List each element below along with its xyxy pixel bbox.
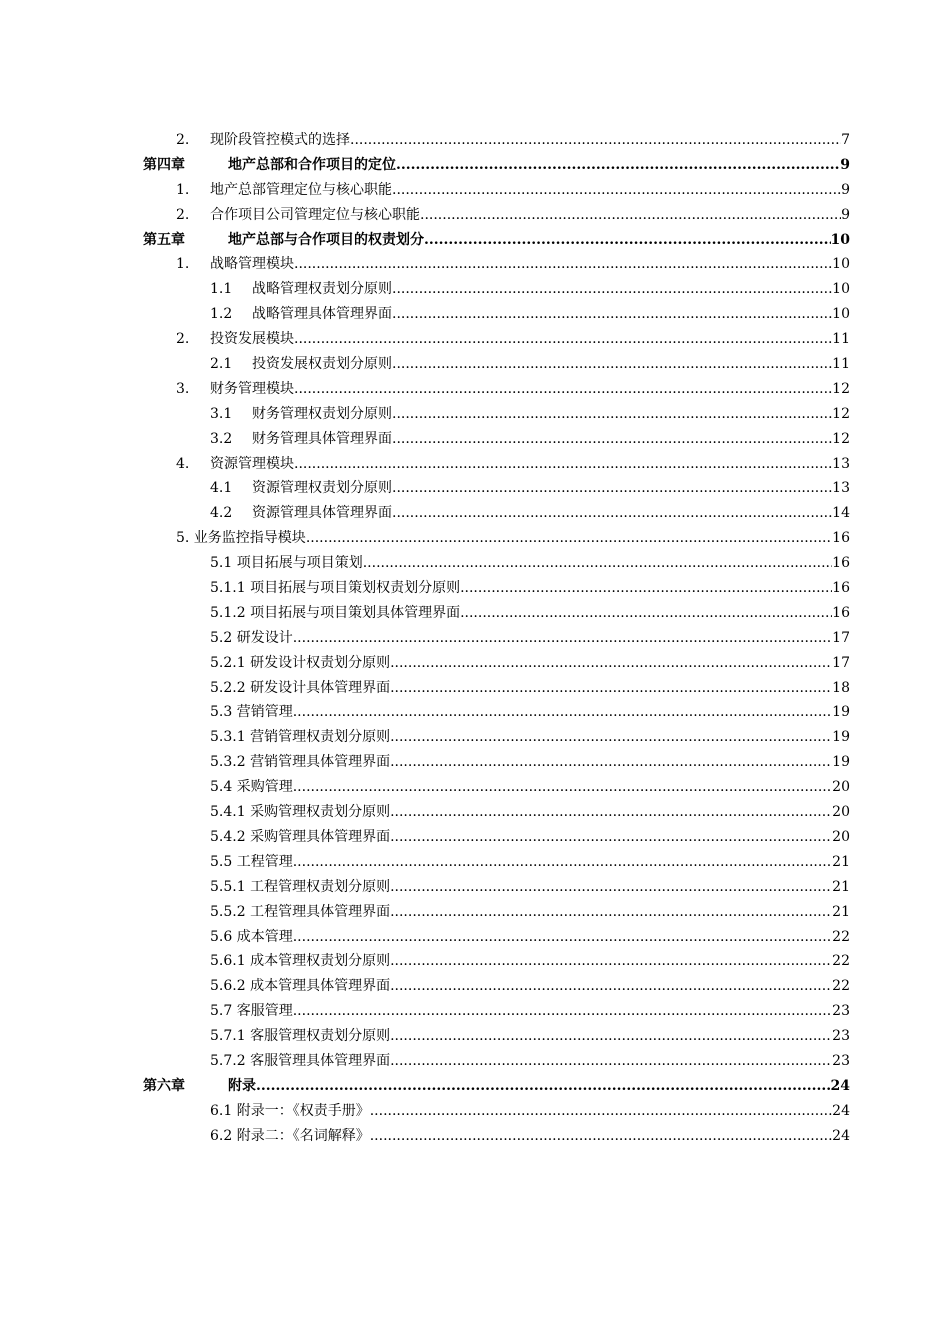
toc-entry[interactable] [0, 800, 950, 825]
toc-entry[interactable] [0, 700, 950, 725]
toc-entry-title: 附录 [228, 1077, 256, 1094]
toc-entry-number: 4.2 [210, 505, 233, 522]
dot-leader [293, 925, 832, 950]
toc-entry-title: 5.5.2 工程管理具体管理界面 [210, 903, 391, 920]
toc-entry[interactable] [0, 526, 950, 551]
toc-entry-title: 5. 业务监控指导模块 [176, 530, 306, 547]
toc-entry-page-number: 9 [841, 206, 850, 223]
toc-entry-page-number: 19 [832, 704, 850, 721]
dot-leader [370, 1099, 832, 1124]
toc-entry-page-number: 21 [832, 903, 850, 920]
dot-leader [294, 452, 832, 477]
toc-entry-page-number: 17 [832, 654, 850, 671]
toc-entry-page-number: 16 [832, 555, 850, 572]
toc-entry-page-number: 16 [832, 604, 850, 621]
toc-entry-page-number: 19 [832, 754, 850, 771]
toc-entry-title: 5.7 客服管理 [210, 1003, 293, 1020]
dot-leader [390, 651, 832, 676]
toc-entry-number: 1.2 [210, 306, 233, 323]
toc-entry-title: 地产总部管理定位与核心职能 [210, 181, 392, 198]
toc-entry-page-number: 21 [832, 853, 850, 870]
toc-entry[interactable] [0, 725, 950, 750]
dot-leader [256, 1074, 831, 1099]
toc-entry-page-number: 17 [832, 629, 850, 646]
toc-entry-page-number: 7 [841, 132, 850, 148]
dot-leader [390, 825, 832, 850]
toc-entry[interactable] [0, 875, 950, 900]
toc-entry-page-number: 13 [832, 480, 850, 497]
toc-entry-title: 战略管理权责划分原则 [252, 281, 392, 298]
toc-entry-page-number: 10 [832, 281, 850, 298]
toc-entry-page-number: 9 [840, 156, 850, 173]
toc-entry-title: 6.1 附录一：《权责手册》 [210, 1102, 370, 1119]
toc-entry-number: 1. [176, 181, 190, 198]
toc-entry-title: 5.1.2 项目拓展与项目策划具体管理界面 [210, 604, 461, 621]
toc-entry-page-number: 20 [832, 804, 850, 821]
dot-leader [396, 153, 840, 178]
toc-entry-number: 2. [176, 206, 190, 223]
toc-entry-title: 战略管理模块 [210, 256, 294, 273]
toc-entry[interactable] [0, 427, 950, 452]
toc-entry[interactable] [0, 999, 950, 1024]
toc-entry[interactable] [0, 1024, 950, 1049]
dot-leader [306, 526, 832, 551]
toc-entry[interactable] [0, 775, 950, 800]
toc-entry[interactable] [0, 277, 950, 302]
dot-leader [392, 352, 832, 377]
toc-entry[interactable] [0, 128, 950, 153]
dot-leader [392, 178, 841, 203]
toc-entry-title: 5.2 研发设计 [210, 629, 293, 646]
toc-entry-page-number: 16 [832, 580, 850, 597]
toc-entry-page-number: 12 [832, 380, 850, 397]
dot-leader [390, 949, 832, 974]
toc-entry-page-number: 23 [832, 1052, 850, 1069]
toc-entry-title: 5.7.1 客服管理权责划分原则 [210, 1028, 391, 1045]
dot-leader [293, 626, 832, 651]
toc-entry-page-number: 24 [832, 1127, 850, 1144]
toc-entry-page-number: 10 [830, 231, 850, 248]
dot-leader [392, 501, 832, 526]
toc-entry[interactable] [0, 501, 950, 526]
toc-entry-title: 5.3.2 营销管理具体管理界面 [210, 754, 391, 771]
toc-entry-title: 5.7.2 客服管理具体管理界面 [210, 1052, 391, 1069]
dot-leader [293, 700, 832, 725]
toc-entry[interactable] [0, 949, 950, 974]
toc-entry-title: 现阶段管控模式的选择 [210, 132, 350, 148]
toc-entry-number: 3.1 [210, 405, 233, 422]
dot-leader [390, 676, 832, 701]
toc-entry-page-number: 16 [832, 530, 850, 547]
toc-entry[interactable] [0, 676, 950, 701]
toc-entry-title: 5.4 采购管理 [210, 779, 293, 796]
toc-entry[interactable] [0, 1074, 950, 1099]
toc-entry-title: 5.2.1 研发设计权责划分原则 [210, 654, 391, 671]
toc-entry-page-number: 11 [832, 331, 850, 348]
toc-entry[interactable] [0, 1099, 950, 1124]
toc-entry-title: 5.5 工程管理 [210, 853, 293, 870]
dot-leader [390, 1024, 832, 1049]
toc-entry[interactable] [0, 153, 950, 178]
toc-entry-title: 财务管理模块 [210, 380, 294, 397]
toc-entry-page-number: 24 [832, 1102, 850, 1119]
toc-entry-number: 1.1 [210, 281, 233, 298]
dot-leader [293, 850, 832, 875]
toc-entry[interactable] [0, 850, 950, 875]
dot-leader [460, 576, 832, 601]
toc-entry[interactable] [0, 228, 950, 253]
toc-entry-title: 财务管理具体管理界面 [252, 430, 392, 447]
toc-entry-number: 第四章 [143, 156, 185, 173]
toc-entry-title: 合作项目公司管理定位与核心职能 [210, 206, 420, 223]
toc-entry[interactable] [0, 178, 950, 203]
dot-leader [392, 402, 832, 427]
toc-entry-number: 4.1 [210, 480, 233, 497]
dot-leader [390, 725, 832, 750]
toc-entry-number: 3.2 [210, 430, 233, 447]
dot-leader [392, 277, 832, 302]
toc-entry[interactable] [0, 476, 950, 501]
dot-leader [392, 427, 832, 452]
toc-entry-title: 战略管理具体管理界面 [252, 306, 392, 323]
toc-entry[interactable] [0, 974, 950, 999]
toc-entry-number: 2. [176, 331, 190, 348]
toc-entry[interactable] [0, 352, 950, 377]
toc-entry-title: 5.2.2 研发设计具体管理界面 [210, 679, 391, 696]
toc-entry[interactable] [0, 576, 950, 601]
toc-entry-title: 5.3.1 营销管理权责划分原则 [210, 729, 391, 746]
toc-entry[interactable] [0, 1049, 950, 1074]
toc-entry-title: 资源管理模块 [210, 455, 294, 472]
toc-entry[interactable] [0, 302, 950, 327]
toc-entry[interactable] [0, 327, 950, 352]
dot-leader [460, 601, 832, 626]
dot-leader [390, 750, 832, 775]
toc-entry-number: 3. [176, 380, 190, 397]
toc-entry-page-number: 13 [832, 455, 850, 472]
toc-entry-number: 2. [176, 132, 190, 148]
toc-entry-page-number: 22 [832, 978, 850, 995]
toc-entry-title: 资源管理具体管理界面 [252, 505, 392, 522]
toc-entry-title: 地产总部与合作项目的权责划分 [228, 231, 424, 248]
dot-leader [420, 203, 841, 228]
table-of-contents [0, 128, 950, 1149]
toc-entry[interactable] [0, 825, 950, 850]
toc-entry[interactable] [0, 601, 950, 626]
dot-leader [293, 775, 832, 800]
toc-entry[interactable] [0, 925, 950, 950]
toc-entry-title: 5.6 成本管理 [210, 928, 293, 945]
dot-leader [390, 800, 832, 825]
dot-leader [390, 1049, 832, 1074]
toc-entry-title: 5.6.2 成本管理具体管理界面 [210, 978, 391, 995]
toc-entry-page-number: 12 [832, 430, 850, 447]
dot-leader [293, 999, 832, 1024]
toc-entry-page-number: 24 [830, 1077, 850, 1094]
toc-entry-number: 4. [176, 455, 190, 472]
dot-leader [390, 875, 832, 900]
toc-entry-title: 地产总部和合作项目的定位 [228, 156, 396, 173]
dot-leader [370, 1124, 832, 1149]
toc-entry-title: 5.6.1 成本管理权责划分原则 [210, 953, 391, 970]
toc-entry-page-number: 12 [832, 405, 850, 422]
toc-entry[interactable] [0, 551, 950, 576]
toc-entry-page-number: 20 [832, 828, 850, 845]
dot-leader [294, 327, 832, 352]
toc-entry[interactable] [0, 402, 950, 427]
toc-entry-number: 1. [176, 256, 190, 273]
dot-leader [363, 551, 832, 576]
toc-entry-page-number: 20 [832, 779, 850, 796]
toc-entry[interactable] [0, 452, 950, 477]
toc-entry[interactable] [0, 203, 950, 228]
toc-entry-page-number: 22 [832, 928, 850, 945]
toc-entry-page-number: 22 [832, 953, 850, 970]
toc-entry[interactable] [0, 651, 950, 676]
dot-leader [424, 228, 831, 253]
toc-entry-title: 投资发展模块 [210, 331, 294, 348]
toc-entry[interactable] [0, 750, 950, 775]
toc-entry-page-number: 23 [832, 1003, 850, 1020]
toc-entry-page-number: 21 [832, 878, 850, 895]
toc-entry-page-number: 18 [832, 679, 850, 696]
toc-entry-page-number: 19 [832, 729, 850, 746]
toc-entry-number: 第六章 [143, 1077, 185, 1094]
toc-entry[interactable] [0, 900, 950, 925]
toc-entry-title: 5.1 项目拓展与项目策划 [210, 555, 363, 572]
toc-entry-number: 2.1 [210, 356, 233, 373]
toc-entry[interactable] [0, 377, 950, 402]
toc-entry-title: 5.3 营销管理 [210, 704, 293, 721]
toc-entry-number: 第五章 [143, 231, 185, 248]
toc-entry-title: 5.4.1 采购管理权责划分原则 [210, 804, 391, 821]
toc-entry[interactable] [0, 252, 950, 277]
dot-leader [392, 476, 832, 501]
toc-entry-page-number: 23 [832, 1028, 850, 1045]
dot-leader [390, 900, 832, 925]
dot-leader [350, 128, 841, 153]
toc-entry-title: 6.2 附录二：《名词解释》 [210, 1127, 370, 1144]
toc-entry-title: 5.4.2 采购管理具体管理界面 [210, 828, 391, 845]
dot-leader [390, 974, 832, 999]
toc-entry-page-number: 9 [841, 181, 850, 198]
toc-entry-title: 资源管理权责划分原则 [252, 480, 392, 497]
toc-entry-page-number: 14 [832, 505, 850, 522]
toc-entry-title: 投资发展权责划分原则 [252, 356, 392, 373]
toc-entry-page-number: 10 [832, 306, 850, 323]
toc-entry-title: 财务管理权责划分原则 [252, 405, 392, 422]
toc-entry[interactable] [0, 1124, 950, 1149]
dot-leader [294, 252, 832, 277]
dot-leader [392, 302, 832, 327]
toc-entry-title: 5.5.1 工程管理权责划分原则 [210, 878, 391, 895]
dot-leader [294, 377, 832, 402]
toc-entry-title: 5.1.1 项目拓展与项目策划权责划分原则 [210, 580, 461, 597]
toc-entry-page-number: 11 [832, 356, 850, 373]
toc-entry[interactable] [0, 626, 950, 651]
toc-entry-page-number: 10 [832, 256, 850, 273]
